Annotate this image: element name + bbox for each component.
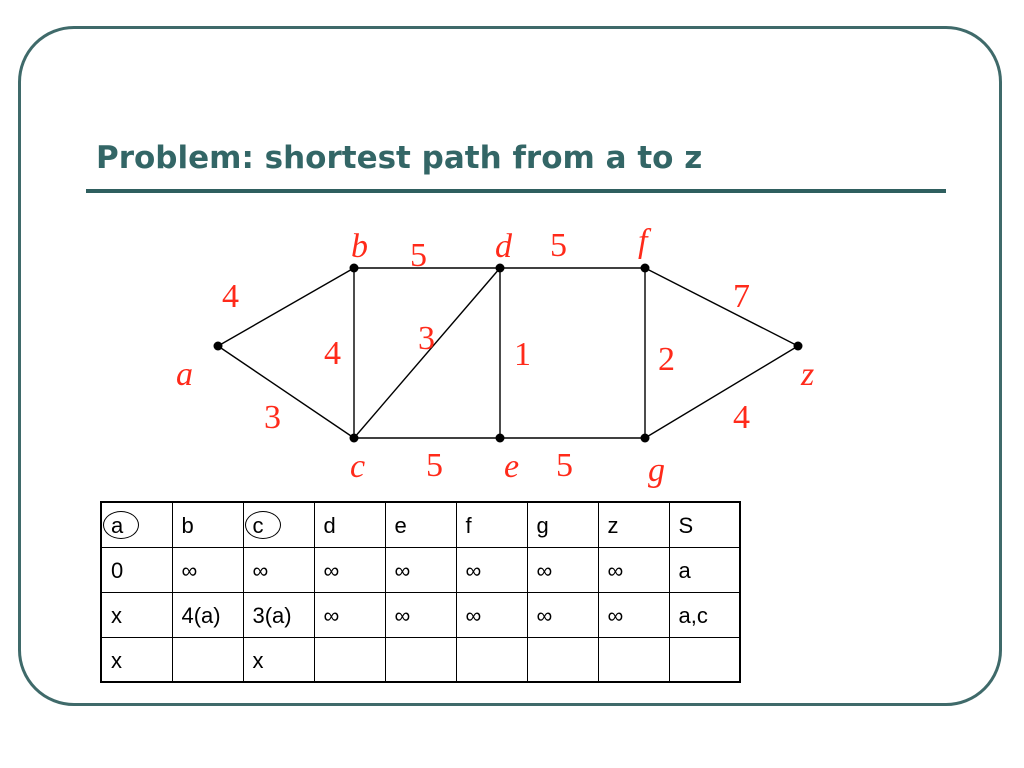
table-cell: ∞ [385, 592, 456, 637]
vertex-label-d: d [495, 228, 512, 265]
dijkstra-table [100, 501, 741, 683]
table-cell: a [669, 547, 740, 592]
header-cell [101, 502, 172, 547]
table-cell: x [101, 592, 172, 637]
node-g [641, 434, 650, 443]
header-cell: b [172, 502, 243, 547]
weight-c-d: 3 [418, 320, 435, 357]
table-cell: 3(a) [243, 592, 314, 637]
table-cell [314, 637, 385, 682]
weight-c-e: 5 [426, 447, 443, 484]
table-cell: ∞ [314, 592, 385, 637]
header-cell [243, 502, 314, 547]
table-cell [456, 637, 527, 682]
vertex-label-c: c [350, 448, 366, 485]
header-cell: f [456, 502, 527, 547]
weight-b-c: 4 [324, 335, 341, 372]
table-cell: ∞ [385, 547, 456, 592]
table-cell: x [101, 637, 172, 682]
weight-e-g: 5 [556, 447, 573, 484]
table-row [101, 592, 740, 637]
table-cell: ∞ [314, 547, 385, 592]
vertex-label-a: a [176, 356, 193, 393]
weight-f-z: 7 [733, 278, 750, 315]
weight-f-g: 2 [658, 341, 675, 378]
table-cell [172, 637, 243, 682]
node-e [496, 434, 505, 443]
table-row [101, 547, 740, 592]
weight-a-c: 3 [264, 399, 281, 436]
header-cell: d [314, 502, 385, 547]
vertex-label-e: e [504, 448, 520, 485]
table-cell: ∞ [598, 592, 669, 637]
table-cell [527, 637, 598, 682]
node-z [794, 342, 803, 351]
table-row [101, 637, 740, 682]
node-f [641, 264, 650, 273]
weight-d-f: 5 [550, 227, 567, 264]
table-cell: ∞ [172, 547, 243, 592]
vertex-label-g: g [648, 452, 665, 489]
table-cell: a,c [669, 592, 740, 637]
circled-label: c [252, 513, 264, 538]
vertex-label-b: b [351, 228, 368, 265]
node-c [350, 434, 359, 443]
table-cell: 0 [101, 547, 172, 592]
vertex-label-z: z [801, 356, 815, 393]
node-a [214, 342, 223, 351]
table-header-row [101, 502, 740, 547]
circled-label: a [111, 513, 124, 538]
table-cell [385, 637, 456, 682]
table-cell: ∞ [456, 592, 527, 637]
table-cell: ∞ [456, 547, 527, 592]
header-cell: S [669, 502, 740, 547]
weight-g-z: 4 [733, 399, 750, 436]
header-cell: e [385, 502, 456, 547]
table-cell: ∞ [598, 547, 669, 592]
table-cell: x [243, 637, 314, 682]
table-cell: 4(a) [172, 592, 243, 637]
weight-d-e: 1 [514, 336, 531, 373]
header-cell: g [527, 502, 598, 547]
header-cell: z [598, 502, 669, 547]
table-cell: ∞ [527, 592, 598, 637]
table-cell: ∞ [527, 547, 598, 592]
weight-a-b: 4 [222, 278, 239, 315]
slide-title: Problem: shortest path from a to z [96, 140, 703, 176]
weight-b-d: 5 [410, 237, 427, 274]
table-cell [598, 637, 669, 682]
table-cell: ∞ [243, 547, 314, 592]
edge-f-z [645, 268, 798, 346]
table-cell [669, 637, 740, 682]
vertex-label-f: f [638, 223, 648, 260]
